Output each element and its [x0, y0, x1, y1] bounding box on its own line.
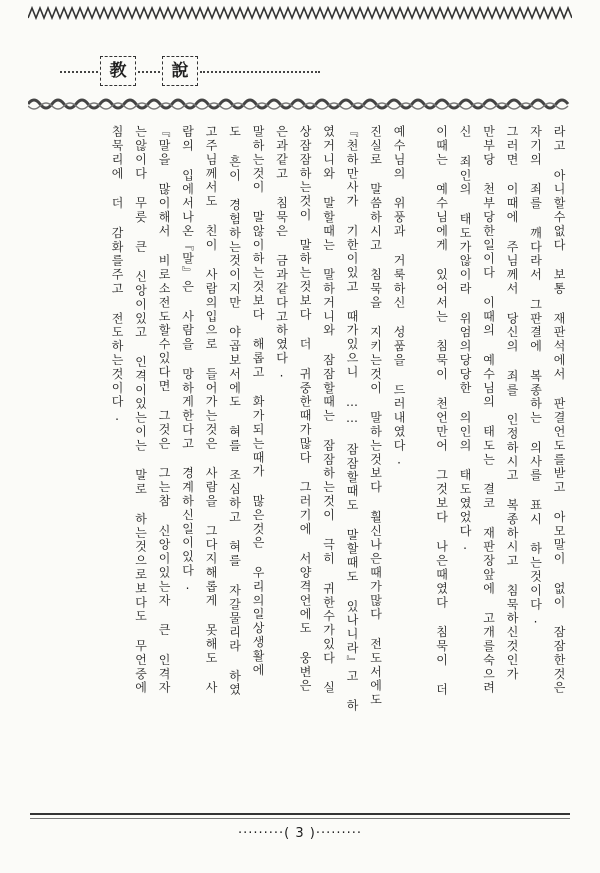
text-column-5: 신 죄인의 태도가않이라 위엄의당당한 의인의 태도였었다. [458, 125, 472, 554]
text-column-3: 그러면 이때에 주님께서 당신의 죄를 인정하시고 복종하시고 침묵하신것인가 [505, 125, 519, 682]
top-zigzag-border [28, 6, 572, 20]
header-wave-border [28, 96, 572, 112]
text-column-1: 라고 아니할수없다 보통 재판석에서 판결언도를받고 아모말이 없이 잠잠한것은 [552, 125, 566, 695]
text-column-10: 였거니와 말할때는 말하거니와 잠잠할때는 잠잠하는것이 극히 귀한수가있다 실 [321, 125, 336, 695]
text-column-14: 도 흔이 경험하는것이지만 야곱보서에도 혀를 조심하고 혀를 자갈물리라 하였 [227, 125, 242, 697]
text-column-19: 침묵리에 더 감화를주고 전도하는것이다. [110, 125, 124, 425]
header-char-box-2: 說 [162, 56, 198, 86]
text-column-18: 는않이다 무릇 큰 신앙이있고 인격이있는이는 말로 하는것으로보다도 무언중에 [133, 125, 148, 695]
section-header [60, 52, 360, 90]
text-column-12: 은과같고 침묵은 금과같다고하였다. [274, 125, 289, 382]
text-column-8: 진실로 말씀하시고 침묵을 지키는것이 말하는것보다 훨신나은때가많다 전도서에도 [368, 125, 383, 707]
header-dots-left [60, 71, 98, 73]
text-column-15: 고주님께서도 친이 사람의입으로 들어가는것은 사람을 그다지해롭게 못해도 사 [204, 125, 218, 695]
page-number: ·········( 3 )········· [237, 826, 363, 841]
text-column-13: 말하는것이 말않이하는것보다 해롭고 화가되는때가 많은것은 우리의일상생활에 [251, 125, 265, 678]
footer-rule [30, 813, 570, 815]
text-column-17: 『말을 많이해서 비로소전도할수있다면 그것은 그는참 신앙이있는자 큰 인격자 [157, 125, 171, 695]
header-dots-right [200, 71, 320, 73]
text-column-4: 만부당 천부당한일이다 이때의 예수님의 태도는 결코 재판장앞에 고개를숙으려 [481, 125, 496, 695]
text-column-16: 람의 입에서나온『말』은 사람을 망하게한다고 경계하신일이있다. [180, 125, 195, 594]
text-column-11: 상잠잠하는것이 말하는것보다 더 귀중한때가많다 그러기에 서양격언에도 웅변은 [298, 125, 312, 693]
header-char-box-1: 教 [100, 56, 136, 86]
text-column-9: 『천하만사가 기한이있고 때가있으니 …… 잠잠할때도 말할때도 있나니라』고 하 [345, 125, 359, 713]
sermon-body-text [105, 125, 571, 785]
footer-rule-thin [30, 818, 570, 819]
text-column-7: 예수님의 위풍과 거룩하신 성품을 드러내였다. [392, 125, 406, 469]
header-dots-middle [138, 71, 160, 73]
text-column-2: 자기의 죄를 깨다라서 그판결에 복종하는 의사를 표시 하는것이다. [528, 125, 543, 628]
text-column-6: 이때는 예수님에게 있어서는 침묵이 천언만어 그것보다 나은때였다 침묵이 더 [434, 125, 449, 697]
